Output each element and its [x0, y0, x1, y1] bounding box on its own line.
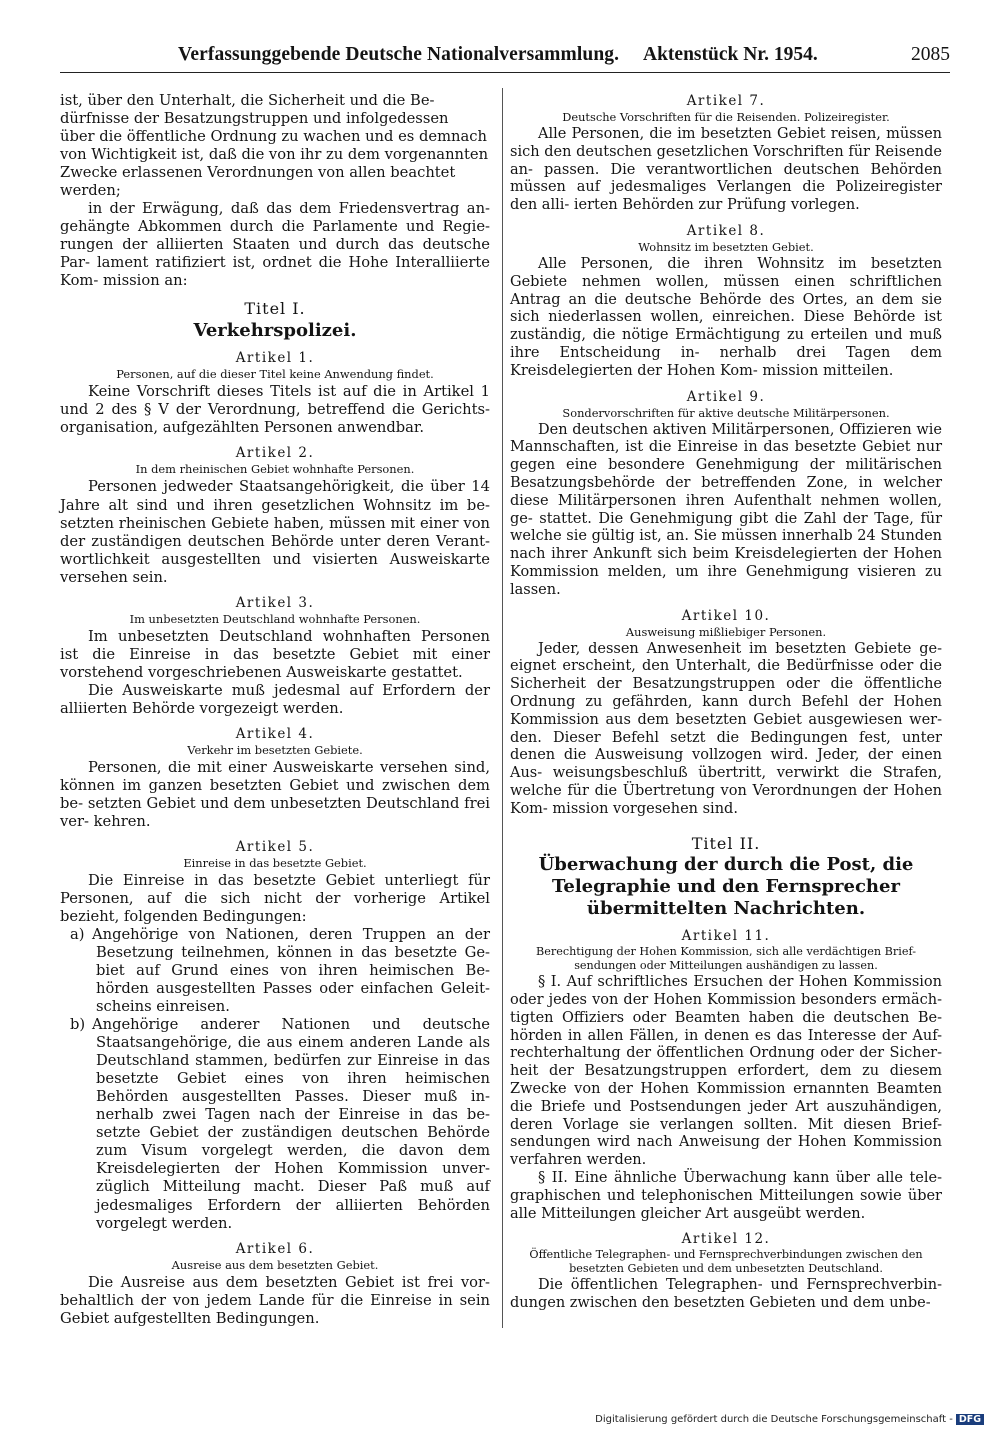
intro-line: werden; [60, 182, 121, 200]
list-item [60, 1016, 490, 1232]
article-subtitle: In dem rheinischen Gebiet wohnhafte Personen. [135, 462, 415, 477]
article-text: Keine Vorschrift dieses Titels ist auf die in Artikel 1 und 2 des § V der Verordnung, betreffend die Gerichts- organisation, aufgezählten Personen anwendbar. [60, 383, 490, 437]
section-title: Titel II. [691, 833, 761, 853]
article-text: Im unbesetzten Deutschland wohnhaften Personen ist die Einreise in das besetzte Gebiet mit einer vorstehend vorgeschriebenen Ausweiskarte gestattet. [60, 627, 490, 681]
section-heading: Überwachung der durch die Post, die Telegraphie und den Fernsprecher übermittelten Nachrichten. [538, 854, 914, 920]
article-label: Artikel 4. [235, 725, 315, 742]
article-label: Artikel 6. [235, 1240, 315, 1257]
article-text: Jeder, dessen Anwesenheit im besetzten Gebiete ge- eignet erscheint, den Unterhalt, die Bedürfnisse oder die Sicherheit der Besatzungstruppen oder die öffentliche Ordnung zu gefährden, kann durch Befehl der Hohen Kommission aus dem besetzten Gebiet ausgewiesen wer- den. Dieser Befehl setzt die Bedingungen fest, unter denen die Ausweisung vollzogen wird. Jeder, der einen Aus- weisungsbeschluß übertritt, verwirkt die Strafen, welche für die Übertretung von Verordnungen der Hohen Kom- mission vorgesehen sind. [510, 640, 942, 817]
list-item [60, 926, 490, 1016]
intro-line: dürfnisse der Besatzungstruppen und infolgedessen [60, 110, 449, 128]
section-title: Titel I. [244, 299, 306, 319]
article-subtitle: Ausreise aus dem besetzten Gebiet. [171, 1257, 379, 1272]
article-label: Artikel 5. [235, 838, 315, 855]
article-text: § I. Auf schriftliches Ersuchen der Hohen Kommission oder jedes von der Hohen Kommission besonders ermäch- tigten Offiziers oder Beamten haben die deutschen Be- hörden in allen Fällen, in denen es das Interesse der Auf- rechterhaltung der öffentlichen Ordnung oder der Sicher- heit der Besatzungstruppen erfordert, dem zu diesem Zwecke von der Hohen Kommission ernannten Beamten die Briefe und Postsendungen jeder Art auszuhändigen, deren Vorlage sie verlangen sollten. Mit diesen Brief- sendungen wird nach Anweisung der Hohen Kommission verfahren werden. [510, 974, 942, 1169]
header-rule [60, 72, 950, 73]
left-column [60, 92, 490, 1328]
article-subtitle: Ausweisung mißliebiger Personen. [625, 624, 827, 639]
digitization-footer [595, 1414, 984, 1425]
page-number: 2085 [911, 44, 950, 65]
header-title: Verfassunggebende Deutsche Nationalversammlung. [178, 44, 620, 65]
article-label: Artikel 10. [681, 607, 771, 624]
header-aktenstueck: Aktenstück Nr. 1954. [643, 44, 818, 65]
article-text: Die Ausweiskarte muß jedesmal auf Erfordern der alliierten Behörde vorgezeigt werden. [60, 681, 490, 717]
column-divider [502, 88, 503, 1328]
article-text: Die Einreise in das besetzte Gebiet unterliegt für Personen, auf die sich nicht der vorherige Artikel bezieht, folgenden Bedingungen: [60, 871, 490, 925]
article-label: Artikel 11. [681, 928, 771, 945]
intro-line: von Wichtigkeit ist, daß die von ihr zu dem vorgenannten [60, 146, 489, 164]
article-subtitle: Im unbesetzten Deutschland wohnhafte Personen. [129, 611, 421, 626]
article-label: Artikel 9. [686, 388, 766, 405]
article-subtitle: Öffentliche Telegraphen- und Fernsprechverbindungen zwischen den besetzten Gebieten und dem unbesetzten Deutschland. [529, 1248, 923, 1276]
article-label: Artikel 1. [235, 350, 315, 367]
article-text: Alle Personen, die im besetzten Gebiet reisen, müssen sich den deutschen gesetzlichen Vorschriften für Reisende an- passen. Die verantwortlichen deutschen Behörden müssen auf jedesmaliges Verlangen die Polizeiregister den alli- ierten Behörden zur Prüfung vorlegen. [510, 126, 942, 214]
intro-line: über die öffentliche Ordnung zu wachen und es demnach [60, 128, 487, 146]
intro-line: ist, über den Unterhalt, die Sicherheit und die Be- [60, 92, 435, 109]
intro-paragraph: in der Erwägung, daß das dem Friedensvertrag an- gehängte Abkommen durch die Parlamente und Regie- rungen der alliierten Staaten und durch das deutsche Par- lament ratifiziert ist, ordnet die Hohe Interalliierte Kom- mission an: [60, 200, 490, 290]
intro-line: Zwecke erlassenen Verordnungen von allen beachtet [60, 164, 456, 182]
article-subtitle: Einreise in das besetzte Gebiet. [183, 855, 367, 870]
article-subtitle: Sondervorschriften für aktive deutsche Militärpersonen. [562, 405, 890, 420]
article-label: Artikel 3. [235, 594, 315, 611]
dfg-logo: DFG [956, 1414, 984, 1425]
article-text: § II. Eine ähnliche Überwachung kann über alle tele- graphischen und telephonischen Mitteilungen sowie über alle Mitteilungen gleicher Art ausgeübt werden. [510, 1170, 942, 1222]
article-label: Artikel 12. [681, 1231, 771, 1248]
article-subtitle: Wohnsitz im besetzten Gebiet. [638, 239, 814, 254]
list-marker: b) [70, 1016, 86, 1034]
article-text: Personen, die mit einer Ausweiskarte versehen sind, können im ganzen besetzten Gebiet und zwischen dem be- setzten Gebiet und dem unbesetzten Deutschland frei ver- kehren. [60, 758, 490, 830]
list-text: Angehörige von Nationen, deren Truppen an der Besetzung teilnehmen, können in das besetzte Ge- biet auf Grund eines von ihren heimischen Be- hörden ausgestellten Passes oder einfachen Geleit- scheins einreisen. [92, 926, 490, 1016]
list-marker: a) [70, 926, 85, 944]
section-heading: Verkehrspolizei. [193, 320, 357, 342]
article-text: Die Ausreise aus dem besetzten Gebiet ist frei vor- behaltlich der von jedem Lande für die Einreise in sein Gebiet aufgestellten Bedingungen. [60, 1273, 490, 1327]
article-subtitle: Berechtigung der Hohen Kommission, sich alle verdächtigen Brief- sendungen oder Mitteilungen aushändigen zu lassen. [536, 945, 916, 973]
article-label: Artikel 7. [686, 93, 766, 109]
footer-text: Digitalisierung gefördert durch die Deutsche Forschungsgemeinschaft - [595, 1414, 953, 1425]
article-subtitle: Personen, auf die dieser Titel keine Anwendung findet. [116, 367, 434, 382]
article-subtitle: Deutsche Vorschriften für die Reisenden. Polizeiregister. [562, 110, 890, 124]
article-text: Personen jedweder Staatsangehörigkeit, die über 14 Jahre alt sind und ihren gesetzlichen Wohnsitz im be- setzten rheinischen Gebiete haben, müssen mit einer von der zuständigen deutschen Behörde unter deren Verant- wortlichkeit ausgestellten und visierten Ausweiskarte versehen sein. [60, 478, 490, 586]
article-text: Alle Personen, die ihren Wohnsitz im besetzten Gebiete nehmen wollen, müssen einen schriftlichen Antrag an die deutsche Behörde des Ortes, an dem sie sich niederlassen wollen, einreichen. Diese Behörde ist zuständig, die nötige Ermächtigung zu erteilen und muß ihre Entscheidung in- nerhalb drei Tagen dem Kreisdelegierten der Hohen Kom- mission mitteilen. [510, 255, 942, 379]
article-subtitle: Verkehr im besetzten Gebiete. [187, 742, 363, 757]
right-column [510, 92, 942, 1313]
article-text: Den deutschen aktiven Militärpersonen, Offizieren wie Mannschaften, ist die Einreise in das besetzte Gebiet nur gegen eine besondere Genehmigung der militärischen Besatzungsbehörde der betreffenden Zone, in welcher diese Militärpersonen ihren Aufenthalt nehmen wollen, ge- stattet. Die Genehmigung gibt die Zahl der Tage, für welche sie gültig ist, an. Sie müssen innerhalb 24 Stunden nach ihrer Ankunft sich beim Kreisdelegierten der Hohen Kommission melden, um ihre Genehmigung visieren zu lassen. [510, 421, 942, 598]
article-label: Artikel 2. [235, 445, 315, 462]
article-text: Die öffentlichen Telegraphen- und Fernsprechverbin- dungen zwischen den besetzten Gebieten und dem unbe- [510, 1277, 942, 1312]
article-label: Artikel 8. [686, 222, 766, 239]
list-text: Angehörige anderer Nationen und deutsche Staatsangehörige, die aus einem anderen Lande als Deutschland stammen, bedürfen zur Einreise in das besetzte Gebiet eines von ihren heimischen Behörden ausgestellten Passes. Dieser muß in- nerhalb zwei Tagen nach der Einreise in das be- setzte Gebiet der zuständigen deutschen Behörde zum Visum vorgelegt werden, die davon dem Kreisdelegierten der Hohen Kommission unver- züglich Mitteilung macht. Dieser Paß muß auf jedesmaliges Erfordern der alliierten Behörden vorgelegt werden. [92, 1016, 490, 1232]
